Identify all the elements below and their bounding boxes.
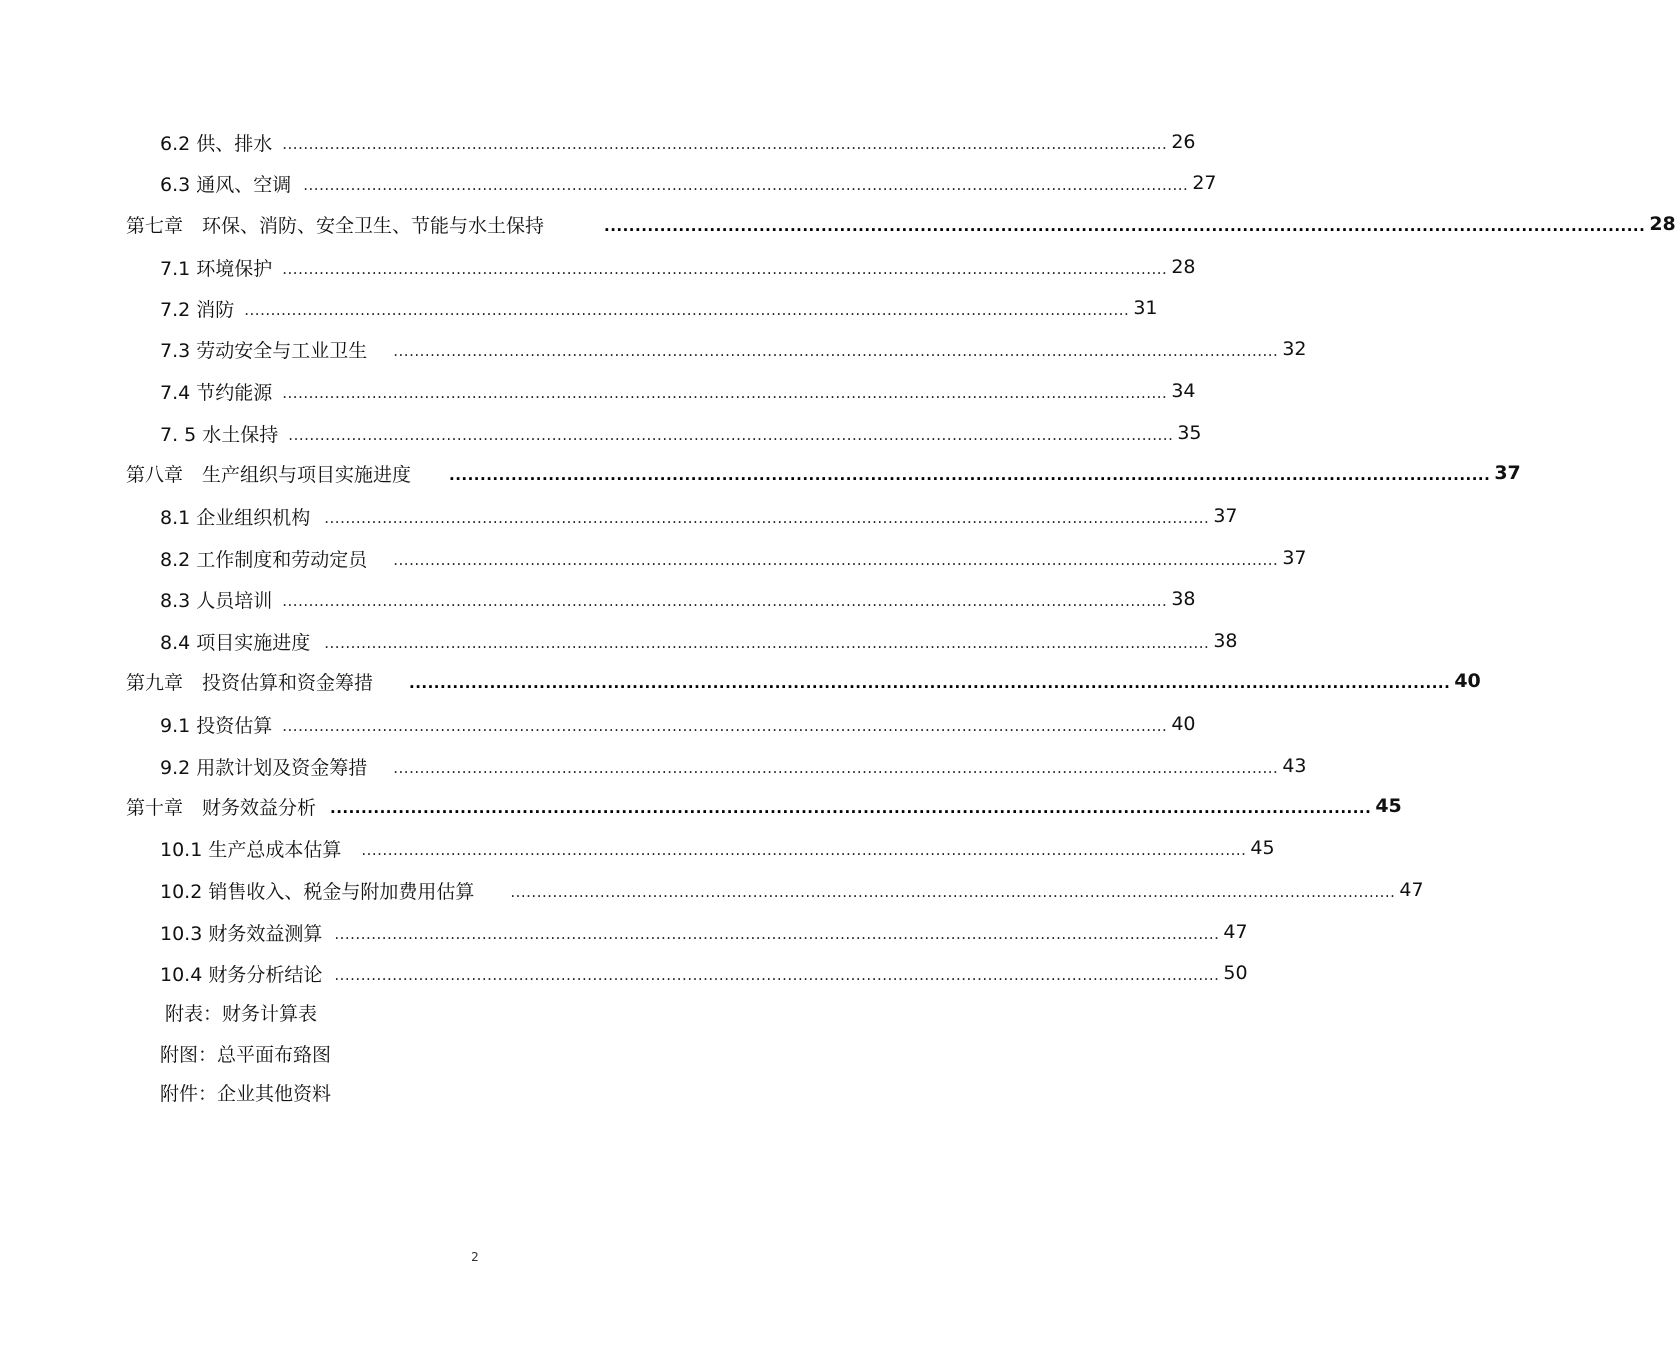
toc-leader-dots: ........................................................................................................................................................................: [604, 217, 1646, 235]
toc-leader-dots: ........................................................................................................................................................................: [330, 799, 1372, 817]
toc-entry[interactable]: [160, 501, 1238, 531]
toc-entry[interactable]: [160, 584, 1196, 614]
toc-leader-dots: ........................................................................................................................................................................: [449, 466, 1491, 484]
toc-entry-label: 第十章 财务效益分析: [126, 796, 317, 819]
toc-entry[interactable]: [160, 334, 1307, 364]
toc-entry-label: 8.4 项目实施进度: [160, 631, 311, 654]
toc-leader-dots: ........................................................................................................................................................................: [324, 634, 1210, 652]
toc-entry[interactable]: [160, 127, 1196, 157]
toc-entry[interactable]: [160, 626, 1238, 656]
toc-leader-dots: ........................................................................................................................................................................: [334, 925, 1220, 943]
toc-entry-page: 28: [1171, 256, 1196, 278]
appendix-attachments: 附件：企业其他资料: [160, 1083, 332, 1105]
toc-entry-label: 10.2 销售收入、税金与附加费用估算: [160, 880, 475, 903]
toc-entry-page: 37: [1494, 462, 1521, 484]
toc-entry-page: 28: [1649, 213, 1676, 235]
toc-entry[interactable]: [160, 293, 1158, 323]
toc-entry-label: 8.2 工作制度和劳动定员: [160, 548, 368, 571]
appendix-figures: 附图：总平面布臵图: [160, 1044, 332, 1066]
toc-entry-label: 7.1 环境保护: [160, 257, 273, 280]
toc-entry-label: 第八章 生产组织与项目实施进度: [126, 463, 412, 486]
toc-entry-page: 26: [1171, 131, 1196, 153]
toc-entry-page: 50: [1223, 962, 1248, 984]
toc-entry-label: 9.1 投资估算: [160, 714, 273, 737]
toc-entry[interactable]: [160, 418, 1202, 448]
toc-entry[interactable]: [160, 833, 1275, 863]
toc-entry-label: 7.2 消防: [160, 298, 235, 321]
toc-leader-dots: ........................................................................................................................................................................: [282, 260, 1168, 278]
toc-entry-page: 32: [1282, 338, 1307, 360]
toc-chapter-entry[interactable]: [126, 209, 1676, 239]
toc-chapter-entry[interactable]: [126, 666, 1481, 696]
toc-leader-dots: ........................................................................................................................................................................: [282, 717, 1168, 735]
toc-leader-dots: ........................................................................................................................................................................: [510, 883, 1396, 901]
toc-leader-dots: ........................................................................................................................................................................: [303, 176, 1189, 194]
toc-entry-label: 7.4 节约能源: [160, 381, 273, 404]
toc-chapter-entry[interactable]: [126, 458, 1521, 488]
toc-entry[interactable]: [160, 168, 1217, 198]
toc-leader-dots: ........................................................................................................................................................................: [393, 759, 1279, 777]
toc-entry-label: 8.1 企业组织机构: [160, 506, 311, 529]
toc-leader-dots: ........................................................................................................................................................................: [282, 135, 1168, 153]
toc-entry-label: 6.3 通风、空调: [160, 173, 292, 196]
toc-entry[interactable]: [160, 875, 1424, 905]
toc-entry[interactable]: [160, 958, 1248, 988]
toc-leader-dots: ........................................................................................................................................................................: [288, 426, 1174, 444]
toc-leader-dots: ........................................................................................................................................................................: [334, 966, 1220, 984]
toc-leader-dots: ........................................................................................................................................................................: [324, 509, 1210, 527]
toc-leader-dots: ........................................................................................................................................................................: [409, 674, 1451, 692]
toc-entry-label: 8.3 人员培训: [160, 589, 273, 612]
toc-entry[interactable]: [160, 376, 1196, 406]
toc-entry-label: 7. 5 水土保持: [160, 423, 279, 446]
toc-entry-page: 45: [1250, 837, 1275, 859]
toc-entry[interactable]: [160, 751, 1307, 781]
page-number: 2: [471, 1250, 479, 1264]
toc-entry-label: 10.4 财务分析结论: [160, 963, 323, 986]
toc-entry-page: 35: [1177, 422, 1202, 444]
toc-entry-label: 9.2 用款计划及资金筹措: [160, 756, 368, 779]
appendix-tables: 附表：财务计算表: [165, 1003, 318, 1025]
toc-entry-label: 6.2 供、排水: [160, 132, 273, 155]
toc-entry[interactable]: [160, 543, 1307, 573]
toc-entry-label: 10.3 财务效益测算: [160, 922, 323, 945]
toc-entry-page: 40: [1171, 713, 1196, 735]
toc-entry-page: 38: [1213, 630, 1238, 652]
toc-leader-dots: ........................................................................................................................................................................: [282, 592, 1168, 610]
toc-entry-page: 27: [1192, 172, 1217, 194]
toc-entry[interactable]: [160, 252, 1196, 282]
toc-entry-page: 40: [1454, 670, 1481, 692]
toc-entry-page: 45: [1375, 795, 1402, 817]
toc-chapter-entry[interactable]: [126, 791, 1402, 821]
toc-leader-dots: ........................................................................................................................................................................: [282, 384, 1168, 402]
toc-entry[interactable]: [160, 709, 1196, 739]
toc-entry[interactable]: [160, 917, 1248, 947]
toc-entry-label: 7.3 劳动安全与工业卫生: [160, 339, 368, 362]
toc-leader-dots: ........................................................................................................................................................................: [244, 301, 1130, 319]
toc-entry-page: 31: [1133, 297, 1158, 319]
toc-entry-label: 10.1 生产总成本估算: [160, 838, 342, 861]
toc-entry-page: 43: [1282, 755, 1307, 777]
toc-entry-page: 37: [1213, 505, 1238, 527]
toc-entry-page: 34: [1171, 380, 1196, 402]
toc-entry-page: 38: [1171, 588, 1196, 610]
toc-entry-label: 第七章 环保、消防、安全卫生、节能与水土保持: [126, 214, 545, 237]
toc-entry-label: 第九章 投资估算和资金筹措: [126, 671, 374, 694]
toc-entry-page: 37: [1282, 547, 1307, 569]
toc-entry-page: 47: [1399, 879, 1424, 901]
toc-leader-dots: ........................................................................................................................................................................: [361, 841, 1247, 859]
toc-leader-dots: ........................................................................................................................................................................: [393, 551, 1279, 569]
toc-entry-page: 47: [1223, 921, 1248, 943]
toc-leader-dots: ........................................................................................................................................................................: [393, 342, 1279, 360]
